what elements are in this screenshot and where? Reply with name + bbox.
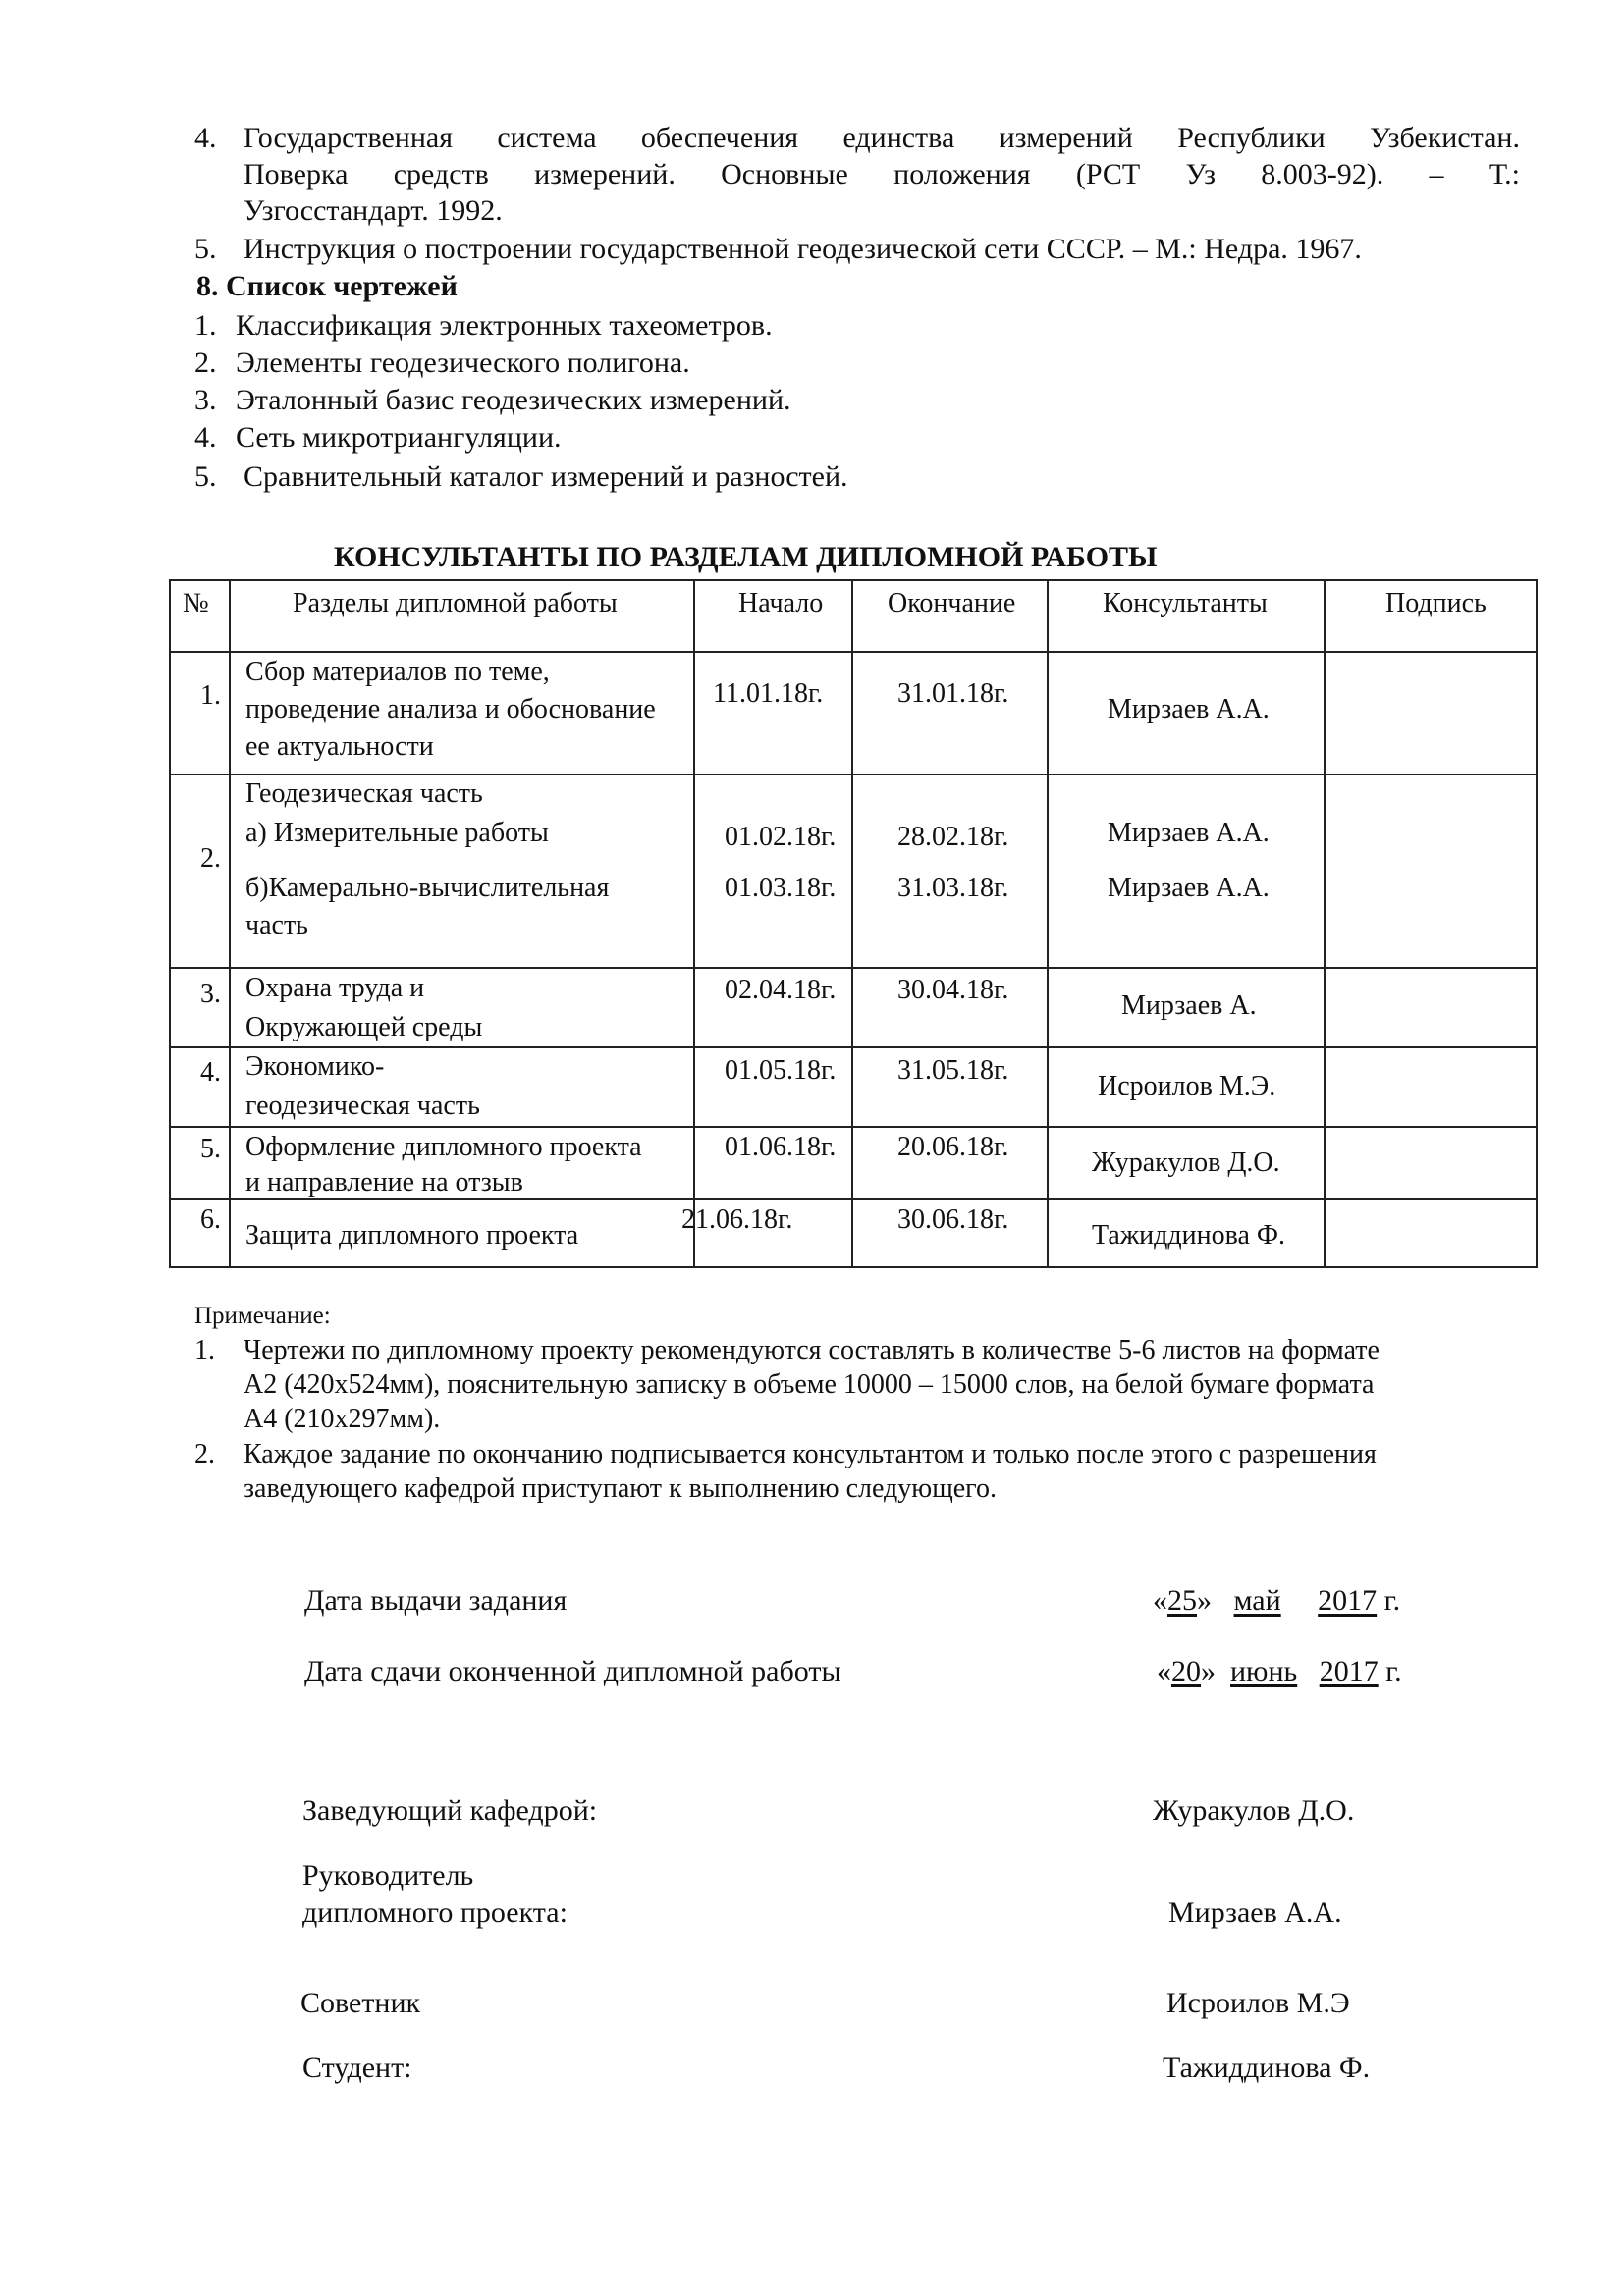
row-section-line: ее актуальности xyxy=(245,731,434,762)
drawings-title: 8. Список чертежей xyxy=(196,270,458,302)
row-section-line: часть xyxy=(245,910,308,940)
table-divider xyxy=(171,967,1536,969)
note-number: 1. xyxy=(194,1335,215,1365)
reference-text-line: Узгосстандарт. 1992. xyxy=(244,194,503,227)
note-text-line: Каждое задание по окончанию подписывается консультантом и только после этого с разрешения xyxy=(244,1439,1377,1469)
header-end: Окончание xyxy=(888,588,1016,618)
submit-month: июнь xyxy=(1230,1655,1298,1687)
row-section-line: Охрана труда и xyxy=(245,973,425,1003)
table-divider xyxy=(1324,581,1326,1266)
row-consultant: Тажиддинова Ф. xyxy=(1092,1220,1286,1251)
table-divider xyxy=(171,1126,1536,1128)
row-consultant: Мирзаев А.А. xyxy=(1108,818,1270,848)
row-num: 3. xyxy=(200,979,221,1009)
row-start: 01.06.18г. xyxy=(725,1132,837,1162)
header-signature: Подпись xyxy=(1385,588,1487,618)
reference-number: 4. xyxy=(194,122,217,154)
signature-label: Руководитель xyxy=(302,1859,474,1892)
row-consultant: Журакулов Д.О. xyxy=(1092,1148,1280,1178)
signature-name: Исроилов М.Э xyxy=(1166,1987,1350,2019)
drawing-number: 5. xyxy=(194,460,217,493)
row-section-line: б)Камерально-вычислительная xyxy=(245,873,610,903)
row-consultant: Исроилов М.Э. xyxy=(1098,1071,1276,1101)
reference-text-line: Поверка средств измерений. Основные положения (РСТ Уз 8.003-92). – Т.: xyxy=(244,158,1520,190)
note-text-line: Чертежи по дипломному проекту рекомендуются составлять в количестве 5-6 листов на формате xyxy=(244,1335,1380,1365)
drawing-item: Сравнительный каталог измерений и разностей. xyxy=(244,460,848,493)
row-consultant: Мирзаев А.А. xyxy=(1108,694,1270,724)
submit-year: 2017 xyxy=(1319,1655,1379,1687)
header-start: Начало xyxy=(738,588,824,618)
drawing-number: 2. xyxy=(194,347,217,379)
issue-day: 25 xyxy=(1167,1584,1197,1617)
row-end: 31.05.18г. xyxy=(897,1055,1009,1086)
drawing-item: Эталонный базис геодезических измерений. xyxy=(236,384,791,416)
signature-label: дипломного проекта: xyxy=(302,1896,568,1929)
reference-number: 5. xyxy=(194,233,217,265)
row-num: 2. xyxy=(200,843,221,874)
header-section: Разделы дипломной работы xyxy=(293,588,618,618)
note-text-line: А2 (420x524мм), пояснительную записку в объеме 10000 – 15000 слов, на белой бумаге формата xyxy=(244,1369,1375,1400)
submit-date-label: Дата сдачи оконченной дипломной работы xyxy=(304,1655,841,1687)
signature-label: Студент: xyxy=(302,2052,412,2084)
row-end: 30.04.18г. xyxy=(897,975,1009,1005)
header-num: № xyxy=(183,588,209,618)
row-start: 11.01.18г. xyxy=(713,678,824,709)
table-divider xyxy=(171,651,1536,653)
row-num: 6. xyxy=(200,1204,221,1235)
drawing-number: 1. xyxy=(194,309,217,342)
row-section-line: Сбор материалов по теме, xyxy=(245,657,550,687)
row-consultant: Мирзаев А. xyxy=(1121,990,1257,1021)
row-end: 30.06.18г. xyxy=(897,1204,1009,1235)
drawing-item: Классификация электронных тахеометров. xyxy=(236,309,773,342)
row-start: 01.05.18г. xyxy=(725,1055,837,1086)
row-section-line: Геодезическая часть xyxy=(245,778,483,809)
row-end: 20.06.18г. xyxy=(897,1132,1009,1162)
issue-date-value xyxy=(1153,1582,1400,1619)
table-divider xyxy=(229,581,231,1266)
row-section-line: Экономико- xyxy=(245,1051,385,1082)
row-consultant: Мирзаев А.А. xyxy=(1108,873,1270,903)
signature-name: Мирзаев А.А. xyxy=(1168,1896,1342,1929)
row-section-line: Защита дипломного проекта xyxy=(245,1220,579,1251)
reference-text-line: Государственная система обеспечения единства измерений Республики Узбекистан. xyxy=(244,122,1520,154)
row-end: 31.03.18г. xyxy=(897,873,1009,903)
table-divider xyxy=(1047,581,1049,1266)
table-divider xyxy=(851,581,853,1266)
quote-close: » xyxy=(1197,1584,1212,1617)
signature-name: Журакулов Д.О. xyxy=(1153,1794,1355,1827)
quote-open: « xyxy=(1153,1584,1167,1617)
drawing-number: 3. xyxy=(194,384,217,416)
row-num: 1. xyxy=(200,680,221,711)
row-section-line: геодезическая часть xyxy=(245,1091,480,1121)
drawing-item: Элементы геодезического полигона. xyxy=(236,347,690,379)
issue-year: 2017 xyxy=(1318,1584,1378,1617)
quote-open: « xyxy=(1157,1655,1171,1687)
year-suffix: г. xyxy=(1383,1584,1401,1617)
row-num: 4. xyxy=(200,1057,221,1088)
row-start: 21.06.18г. xyxy=(681,1204,793,1235)
signature-label: Заведующий кафедрой: xyxy=(302,1794,598,1827)
quote-close: » xyxy=(1201,1655,1216,1687)
drawing-item: Сеть микротриангуляции. xyxy=(236,421,562,454)
row-section-line: Окружающей среды xyxy=(245,1012,483,1042)
signature-label: Советник xyxy=(300,1987,421,2019)
note-text-line: А4 (210x297мм). xyxy=(244,1404,441,1434)
note-text-line: заведующего кафедрой приступают к выполнению следующего. xyxy=(244,1473,997,1504)
year-suffix: г. xyxy=(1385,1655,1402,1687)
row-num: 5. xyxy=(200,1134,221,1164)
issue-month: май xyxy=(1233,1584,1281,1617)
row-start: 02.04.18г. xyxy=(725,975,837,1005)
submit-day: 20 xyxy=(1171,1655,1201,1687)
row-section-line: а) Измерительные работы xyxy=(245,818,549,848)
consultants-table xyxy=(169,579,1538,1268)
submit-date-value xyxy=(1157,1653,1402,1689)
row-end: 28.02.18г. xyxy=(897,822,1009,852)
row-start: 01.03.18г. xyxy=(725,873,837,903)
drawing-number: 4. xyxy=(194,421,217,454)
table-title: КОНСУЛЬТАНТЫ ПО РАЗДЕЛАМ ДИПЛОМНОЙ РАБОТЫ xyxy=(334,541,1158,573)
note-number: 2. xyxy=(194,1439,215,1469)
signature-name: Тажиддинова Ф. xyxy=(1163,2052,1371,2084)
row-end: 31.01.18г. xyxy=(897,678,1009,709)
table-divider xyxy=(693,581,695,1266)
notes-title: Примечание: xyxy=(194,1303,331,1329)
row-section-line: проведение анализа и обоснование xyxy=(245,694,656,724)
header-consultants: Консультанты xyxy=(1103,588,1268,618)
row-start: 01.02.18г. xyxy=(725,822,837,852)
issue-date-label: Дата выдачи задания xyxy=(304,1584,568,1617)
reference-text-line: Инструкция о построении государственной геодезической сети СССР. – М.: Недра. 1967. xyxy=(244,233,1362,265)
row-section-line: и направление на отзыв xyxy=(245,1167,523,1198)
row-section-line: Оформление дипломного проекта xyxy=(245,1132,642,1162)
